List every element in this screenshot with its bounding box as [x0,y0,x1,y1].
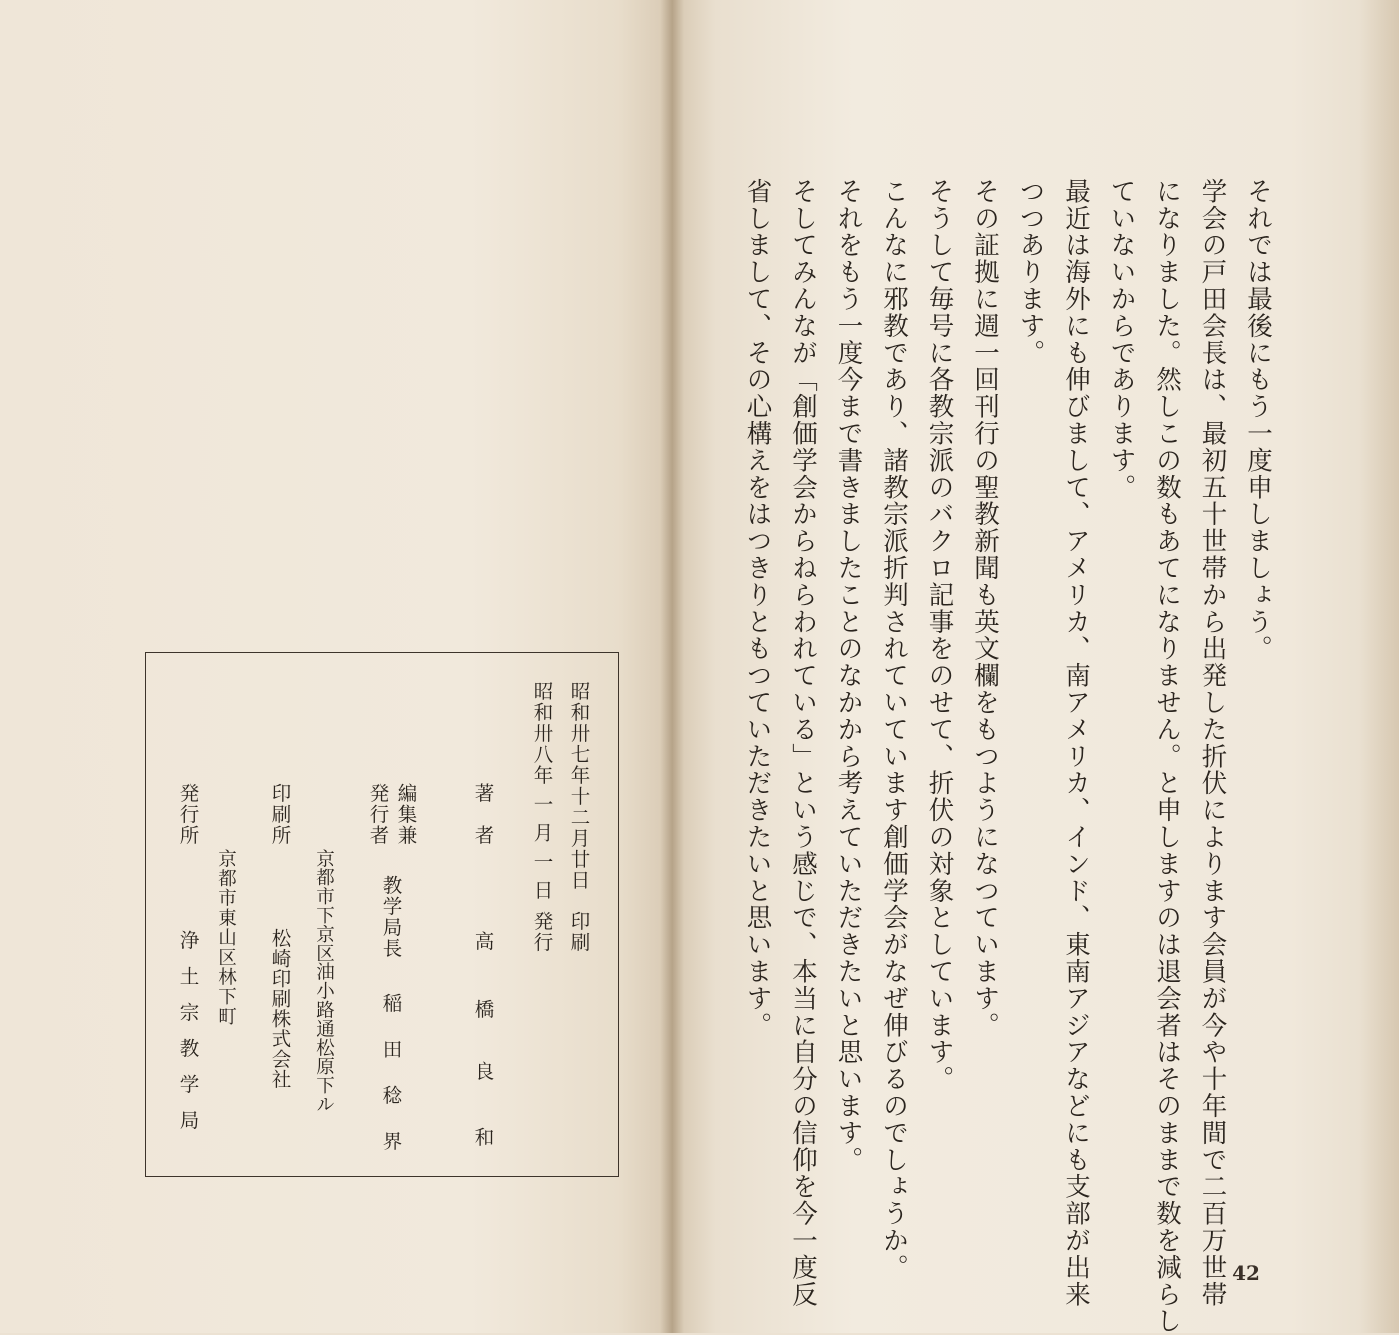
author-name-char: 良 [471,1061,495,1081]
publisher-name-char: 土 [176,966,200,986]
author-name-char: 和 [471,1127,495,1147]
book-gutter [660,0,684,1333]
text-line: つつあります。 [1015,178,1046,367]
author-role: 著 者 [471,783,495,846]
editor-title: 教学局長 [379,875,403,959]
publisher-name-char: 浄 [176,930,200,950]
text-line: 省しまして、その心構えをはつきりともつていただきたいと思います。 [742,178,773,1039]
publisher-name-char: 宗 [176,1002,200,1022]
publisher-address: 京都市東山区林下町 [215,849,237,1027]
editor-role: 編集兼 [394,783,418,846]
publisher-name-char: 局 [176,1110,200,1130]
publisher-role: 発行所 [176,783,200,846]
text-line: そしてみんなが「創価学会からねらわれている」という感じで、本当に自分の信仰を今一度反 [788,178,818,1308]
editor-role: 発行者 [366,783,390,846]
text-line: 最近は海外にも伸びまして、アメリカ、南アメリカ、インド、東南アジアなどにも支部が出来 [1061,178,1091,1308]
page-number: 42 [1232,1261,1260,1285]
text-line: ていないからであります。 [1106,178,1137,501]
printer-name: 松崎印刷株式会社 [268,928,292,1089]
editor-name-char: 田 [379,1039,403,1059]
printed-label: 印刷 [567,911,591,953]
publisher-name-char: 学 [176,1074,200,1094]
printer-role: 印刷所 [268,783,292,846]
text-line: そうして毎号に各教宗派のバクロ記事をのせて、折伏の対象としています。 [924,178,955,1093]
text-line: 学会の戸田会長は、最初五十世帯から出発した折伏によります会員が今や十年間で二百万世帯 [1197,178,1228,1308]
editor-name-char: 稲 [379,993,403,1013]
author-name-char: 橋 [471,999,495,1019]
text-line: こんなに邪教であり、諸教宗派折判されていています創価学会がなぜ伸びるのでしょうか。 [879,178,909,1281]
colophon-box [145,652,619,1177]
published-label: 発行 [530,911,554,953]
text-line: その証拠に週一回刊行の聖教新聞も英文欄をもつようになつています。 [970,178,1000,1039]
text-line: それをもう一度今まで書きましたことのなかから考えていただきたいと思います。 [833,178,864,1174]
publisher-name-char: 教 [176,1038,200,1058]
editor-name-char: 稔 [379,1085,403,1105]
author-name-char: 高 [471,931,495,951]
text-line: になりました。然しこの数もあてになりません。と申しますのは退会者はそのままで数を減らし [1152,178,1182,1335]
editor-name-char: 界 [379,1131,403,1151]
printer-address: 京都市下京区油小路通松原下ル [313,849,335,1114]
text-line: それでは最後にもう一度申しましょう。 [1243,178,1273,663]
printed-date: 昭和卅七年十二月廿日 [567,681,591,891]
page-edge-shadow [1359,0,1399,1333]
published-date: 昭和卅八年 一 月 一 日 [530,681,554,901]
